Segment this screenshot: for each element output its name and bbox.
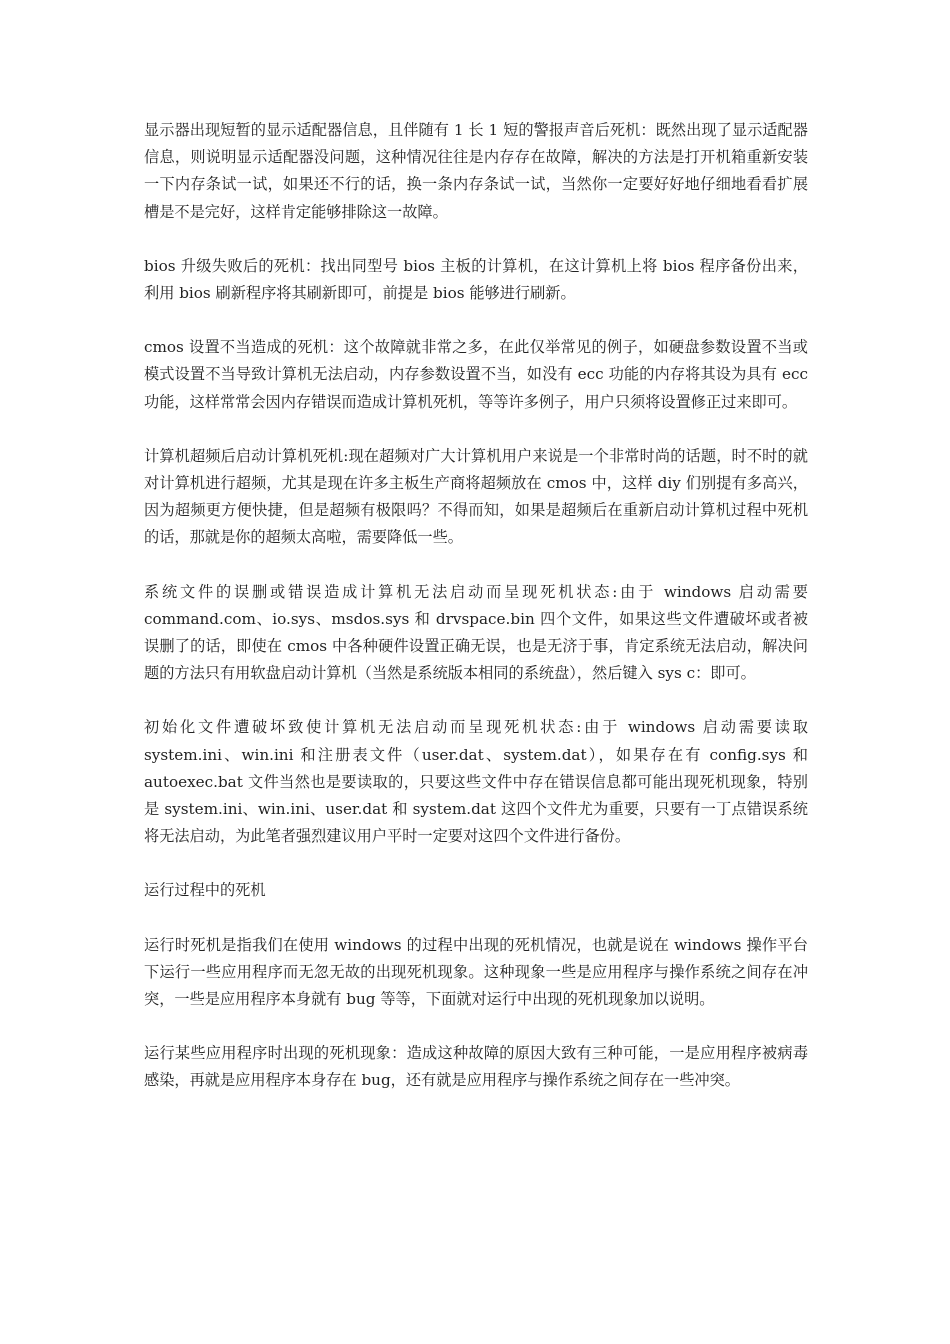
- paragraph-overclock-crash: 计算机超频后启动计算机死机:现在超频对广大计算机用户来说是一个非常时尚的话题，时不时的就对计算机进行超频，尤其是现在许多主板生产商将超频放在 cmos 中，这样 diy 们别提有多高兴，因为超频更方便快捷，但是超频有极限吗？不得而知，如果是超频后在重新启动计算机过程中死机的话，那就是你的超频太高啦，需要降低一些。: [144, 446, 808, 547]
- paragraph-display-adapter-crash: 显示器出现短暂的显示适配器信息，且伴随有 1 长 1 短的警报声音后死机：既然出现了显示适配器信息，则说明显示适配器没问题，这种情况往往是内存存在故障，解决的方法是打开机箱重新安装一下内存条试一试，如果还不行的话，换一条内存条试一试，当然你一定要好好地仔细地看看扩展槽是不是完好，这样肯定能够排除这一故障。: [144, 121, 808, 221]
- paragraph-runtime-crash-intro: 运行时死机是指我们在使用 windows 的过程中出现的死机情况，也就是说在 windows 操作平台下运行一些应用程序而无忽无故的出现死机现象。这种现象一些是应用程序与操作系统之间存在冲突，一些是应用程序本身就有 bug 等等，下面就对运行中出现的死机现象加以说明。: [144, 935, 808, 1009]
- paragraph-bios-upgrade-crash: bios 升级失败后的死机：找出同型号 bios 主板的计算机，在这计算机上将 bios 程序备份出来，利用 bios 刷新程序将其刷新即可，前提是 bios 能够进行刷新。: [144, 256, 808, 303]
- paragraph-init-files-crash: 初始化文件遭破坏致使计算机无法启动而呈现死机状态:由于 windows 启动需要读取 system.ini、win.ini 和注册表文件（user.dat、system.dat），如果存在有 config.sys 和 autoexec.bat 文件当然也是要读取的，只要这些文件中存在错误信息都可能出现死机现象，特别是 system.ini、win.ini、user.dat 和 system.dat 这四个文件尤为重要，只要有一丁点错误系统将无法启动，为此笔者强烈建议用户平时一定要对这四个文件进行备份。: [144, 718, 808, 846]
- paragraph-cmos-settings-crash: cmos 设置不当造成的死机：这个故障就非常之多，在此仅举常见的例子，如硬盘参数设置不当或模式设置不当导致计算机无法启动，内存参数设置不当，如没有 ecc 功能的内存将其设为具有 ecc 功能，这样常常会因内存错误而造成计算机死机，等等许多例子，用户只须将设置修正过来即可。: [144, 338, 808, 411]
- section-heading-runtime-crash: 运行过程中的死机: [144, 881, 266, 900]
- paragraph-system-files-crash: 系统文件的误删或错误造成计算机无法启动而呈现死机状态:由于 windows 启动需要 command.com、io.sys、msdos.sys 和 drvspace.bin 四个文件，如果这些文件遭破坏或者被误删了的话，即使在 cmos 中各种硬件设置正确无误，也是无济于事，肯定系统无法启动，解决问题的方法只有用软盘启动计算机（当然是系统版本相同的系统盘），然后键入 sys c：即可。: [144, 582, 808, 683]
- document-page: [144, 117, 808, 1122]
- paragraph-app-crash: 运行某些应用程序时出现的死机现象：造成这种故障的原因大致有三种可能，一是应用程序被病毒感染，再就是应用程序本身存在 bug，还有就是应用程序与操作系统之间存在一些冲突。: [144, 1044, 808, 1090]
